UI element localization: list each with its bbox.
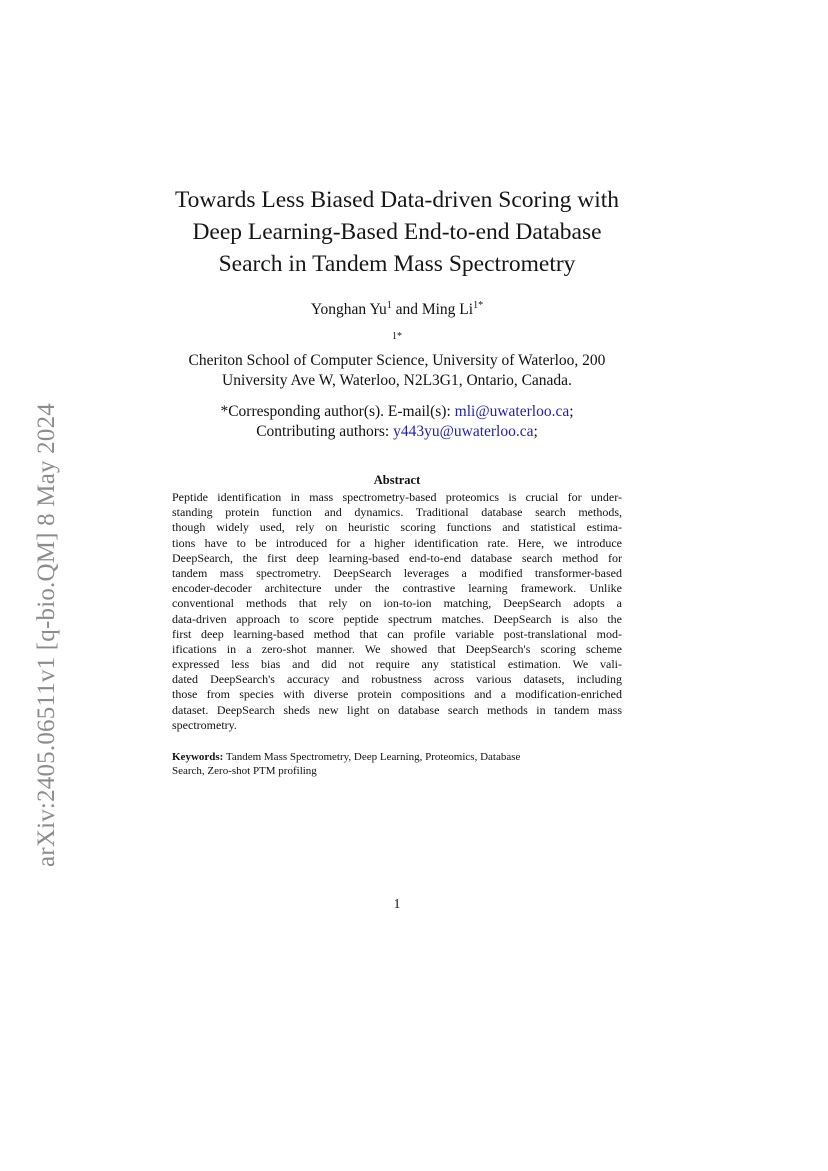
contact-info (150, 402, 644, 442)
contributing-authors-line (150, 422, 644, 442)
corresponding-label: *Corresponding author(s). E-mail(s): (220, 403, 455, 420)
corresponding-suffix: ; (569, 403, 574, 420)
abstract-line: DeepSearch, the first deep learning-based end-to-end database search method for (172, 550, 622, 565)
abstract-body (172, 490, 622, 733)
keywords-line-1 (172, 750, 622, 764)
keywords-label: Keywords: (172, 751, 224, 763)
author-affiliation-marker: 1 (386, 300, 392, 311)
abstract-line: expressed less bias and did not require any statistical estimation. We vali- (172, 657, 622, 672)
contributing-suffix: ; (533, 423, 538, 440)
keywords-text: Tandem Mass Spectrometry, Deep Learning, Proteomics, Database (223, 751, 521, 763)
author-list (150, 300, 644, 320)
abstract-line: though widely used, rely on heuristic scoring functions and statistical estima- (172, 520, 622, 535)
abstract-line: data-driven approach to score peptide spectrum matches. DeepSearch is also the (172, 611, 622, 626)
arxiv-identifier-stamp: arXiv:2405.06511v1 [q-bio.QM] 8 May 2024 (33, 403, 60, 867)
abstract-line: Peptide identification in mass spectrometry-based proteomics is crucial for under- (172, 490, 622, 504)
keywords (172, 750, 622, 778)
keywords-line-2: Search, Zero-shot PTM profiling (172, 765, 317, 777)
abstract-line: spectrometry. (172, 717, 237, 732)
corresponding-author-line (150, 402, 644, 422)
title-line-2: Deep Learning-Based End-to-end Database (192, 219, 602, 245)
author-name: Ming Li (421, 301, 474, 318)
abstract-line: encoder-decoder architecture under the contrastive learning framework. Unlike (172, 581, 622, 596)
affiliation (150, 331, 644, 391)
affiliation-marker: 1* (392, 331, 402, 342)
abstract-heading: Abstract (373, 473, 421, 487)
paper-title (150, 184, 644, 280)
author-affiliation-marker: 1* (473, 300, 484, 311)
author-conjunction: and (391, 301, 422, 318)
affiliation-line-2: University Ave W, Waterloo, N2L3G1, Ontario, Canada. (222, 372, 572, 389)
abstract-line: dated DeepSearch's accuracy and robustness across various datasets, including (172, 672, 622, 687)
page-number: 1 (393, 896, 401, 911)
contributing-email-link[interactable]: y443yu@uwaterloo.ca (393, 423, 534, 440)
abstract-line: tions have to be introduced for a higher identification rate. Here, we introduce (172, 535, 622, 550)
abstract-line: conventional methods that rely on ion-to-ion matching, DeepSearch adopts a (172, 596, 622, 611)
abstract-line: those from species with diverse protein compositions and a modification-enriched (172, 687, 622, 702)
author-name: Yonghan Yu (310, 301, 387, 318)
abstract-line: tandem mass spectrometry. DeepSearch leverages a modified transformer-based (172, 565, 622, 580)
corresponding-email-link[interactable]: mli@uwaterloo.ca (454, 403, 570, 420)
abstract-line: standing protein function and dynamics. Traditional database search methods, (172, 505, 622, 520)
affiliation-line-1 (150, 331, 644, 371)
title-line-3: Search in Tandem Mass Spectrometry (218, 251, 576, 277)
contributing-label: Contributing authors: (256, 423, 394, 440)
title-line-1: Towards Less Biased Data-driven Scoring with (174, 187, 620, 213)
abstract-line: first deep learning-based method that can profile variable post-translational mod- (172, 626, 622, 641)
abstract-line: dataset. DeepSearch sheds new light on database search methods in tandem mass (172, 702, 622, 717)
abstract-line: ifications in a zero-shot manner. We showed that DeepSearch's scoring scheme (172, 641, 622, 656)
affiliation-text: Cheriton School of Computer Science, University of Waterloo, 200 (188, 352, 606, 369)
